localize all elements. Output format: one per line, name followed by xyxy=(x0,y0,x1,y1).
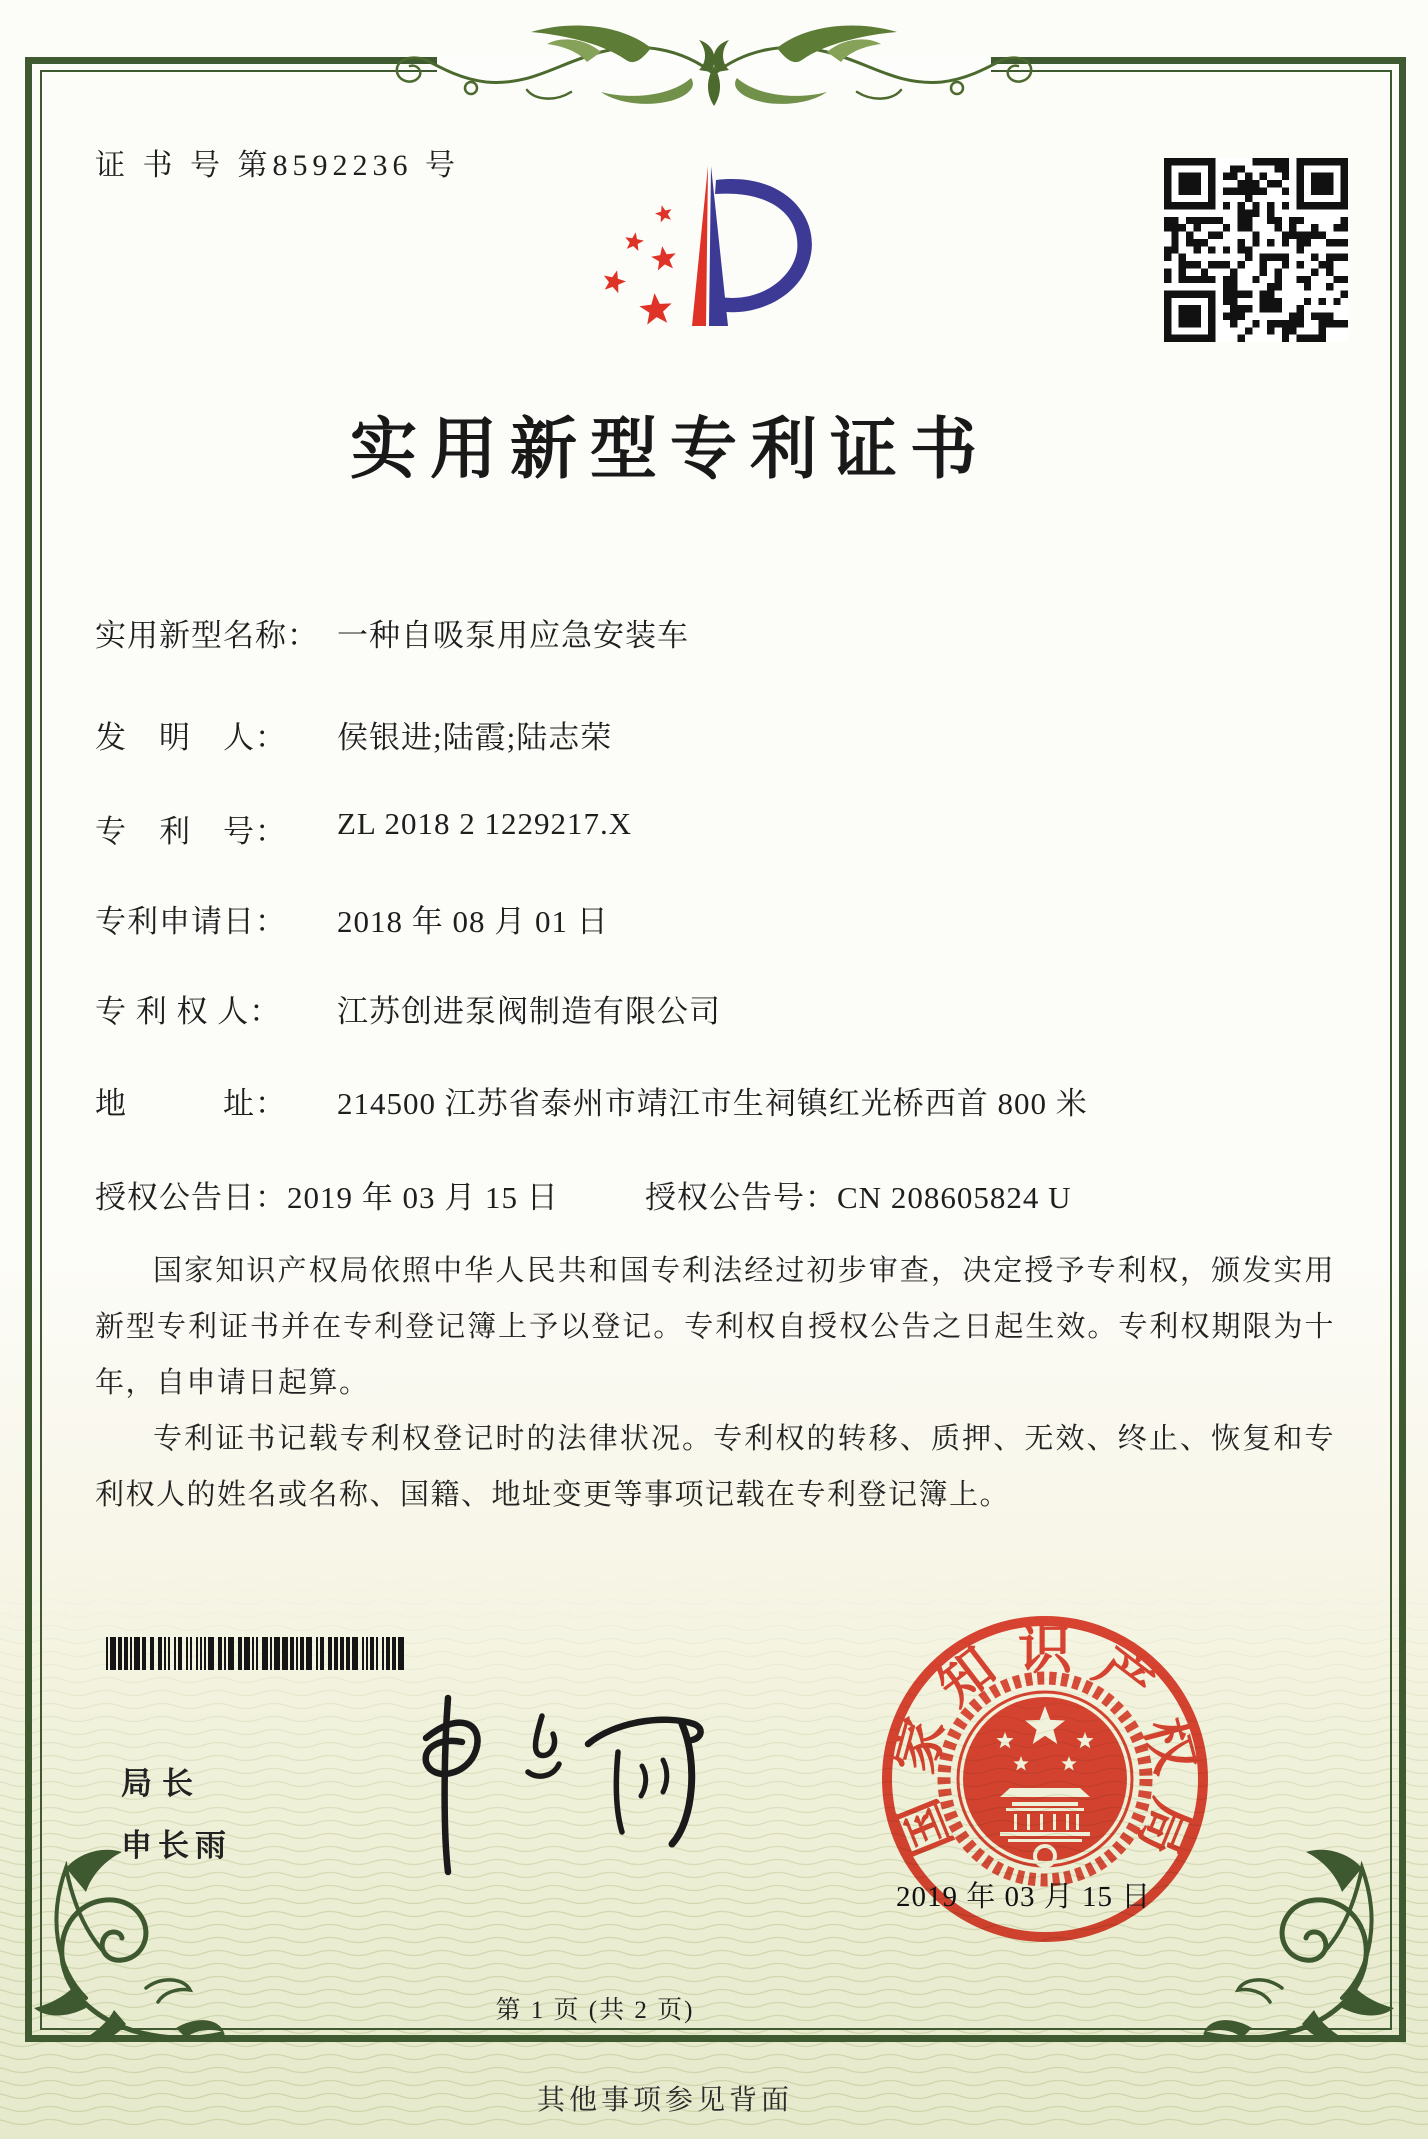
svg-text:权: 权 xyxy=(1133,1711,1206,1780)
field-value: 江苏创进泵阀制造有限公司 xyxy=(337,994,721,1029)
seal-date: 2019 年 03 月 15 日 xyxy=(896,1881,1152,1913)
field-value: 2018 年 08 月 01 日 xyxy=(337,904,609,939)
bottom-right-flourish-ornament xyxy=(1192,1838,1402,2048)
svg-text:家: 家 xyxy=(884,1711,957,1780)
field-value: 一种自吸泵用应急安装车 xyxy=(337,618,689,653)
legal-paragraph-1: 国家知识产权局依照中华人民共和国专利法经过初步审查，决定授予专利权，颁发实用新型专利证书并在专利登记簿上予以登记。专利权自授权公告之日起生效。专利权期限为十年，自申请日起算。 xyxy=(95,1255,1335,1399)
field-label: 专利申请日： xyxy=(95,904,287,939)
field-label: 专 利 权 人： xyxy=(95,994,282,1029)
field-inventors xyxy=(95,712,612,754)
cnipa-logo-icon xyxy=(588,118,818,330)
grant-number-label: 授权公告号： xyxy=(645,1180,837,1215)
field-value: 侯银进;陆霞;陆志荣 xyxy=(337,720,613,755)
director-title: 局长 xyxy=(121,1766,203,1801)
field-value: 214500 江苏省泰州市靖江市生祠镇红光桥西首 800 米 xyxy=(337,1086,1088,1121)
field-label: 专 利 号： xyxy=(95,814,287,849)
field-patent-number xyxy=(95,806,632,848)
field-value: ZL 2018 2 1229217.X xyxy=(337,806,633,841)
top-flourish-ornament xyxy=(357,8,1071,130)
svg-text:产: 产 xyxy=(1083,1636,1164,1717)
field-label: 地 址： xyxy=(95,1086,287,1121)
barcode xyxy=(106,1637,404,1670)
grant-date-label: 授权公告日： xyxy=(95,1180,287,1215)
qr-code xyxy=(1164,158,1348,342)
director-name: 申长雨 xyxy=(121,1828,232,1863)
field-label: 发 明 人： xyxy=(95,720,287,755)
back-side-note: 其他事项参见背面 xyxy=(536,2085,793,2116)
svg-text:识: 识 xyxy=(1018,1620,1072,1680)
grant-date-value: 2019 年 03 月 15 日 xyxy=(287,1180,559,1215)
page-number: 第 1 页 (共 2 页) xyxy=(495,1997,695,2024)
grant-number-value: CN 208605824 U xyxy=(837,1180,1072,1215)
legal-text xyxy=(95,1244,1335,1524)
field-patentee xyxy=(95,986,721,1028)
field-utility-model-name xyxy=(95,610,689,652)
svg-text:国: 国 xyxy=(887,1791,964,1864)
handwritten-signature xyxy=(330,1680,750,1900)
field-application-date xyxy=(95,896,609,938)
certificate-number: 证 书 号 第8592236 号 xyxy=(95,149,460,182)
field-label: 实用新型名称： xyxy=(95,618,319,653)
field-address xyxy=(95,1078,1088,1120)
field-grant-row xyxy=(95,1172,1335,1214)
svg-text:知: 知 xyxy=(926,1636,1007,1717)
legal-paragraph-2: 专利证书记载专利权登记时的法律状况。专利权的转移、质押、无效、终止、恢复和专利权人的姓名或名称、国籍、地址变更等事项记载在专利登记簿上。 xyxy=(95,1422,1335,1511)
svg-text:局: 局 xyxy=(1126,1791,1203,1864)
certificate-title: 实用新型专利证书 xyxy=(350,413,990,487)
